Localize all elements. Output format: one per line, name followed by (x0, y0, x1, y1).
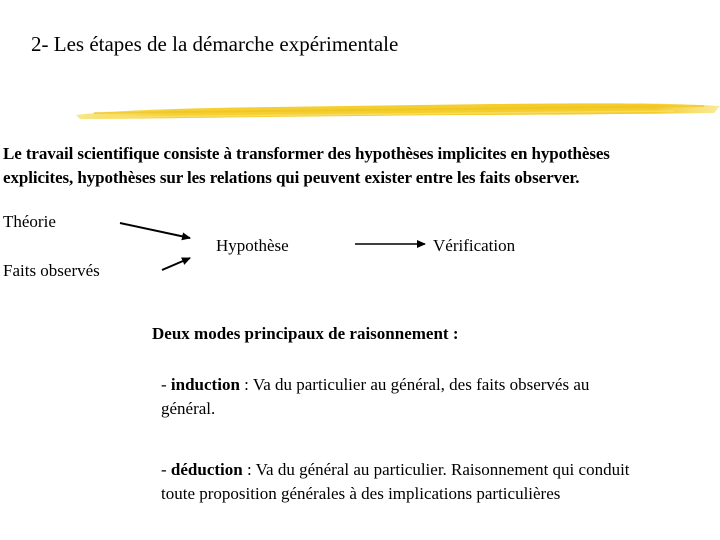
node-theory: Théorie (3, 212, 56, 231)
deduction-definition: : Va du général au particulier. Raisonnement qui conduit (242, 460, 630, 479)
arrow-theory-to-hypothesis (120, 223, 190, 238)
modes-heading: Deux modes principaux de raisonnement : (152, 324, 459, 343)
intro-line-1: Le travail scientifique consiste à transformer des hypothèses implicites en hypothèses (3, 144, 610, 163)
deduction-prefix: - (161, 460, 171, 479)
induction-line-2: général. (161, 399, 216, 418)
induction-line-1 (161, 373, 589, 397)
mode-induction (161, 373, 589, 421)
induction-definition: : Va du particulier au général, des faits observés au (239, 375, 590, 394)
deduction-line-1 (161, 458, 630, 482)
deduction-line-2: toute proposition générales à des implications particulières (161, 484, 561, 503)
node-hypothesis: Hypothèse (216, 236, 289, 255)
deduction-term: déduction (170, 460, 243, 479)
mode-deduction (161, 458, 630, 506)
node-verification: Vérification (433, 236, 516, 255)
intro-line-2: explicites, hypothèses sur les relations qui peuvent exister entre les faits observer. (3, 168, 580, 187)
induction-prefix: - (161, 375, 171, 394)
node-facts: Faits observés (3, 261, 100, 280)
arrow-facts-to-hypothesis (162, 258, 190, 270)
slide-title: 2- Les étapes de la démarche expérimentale (31, 32, 399, 56)
induction-term: induction (170, 375, 240, 394)
